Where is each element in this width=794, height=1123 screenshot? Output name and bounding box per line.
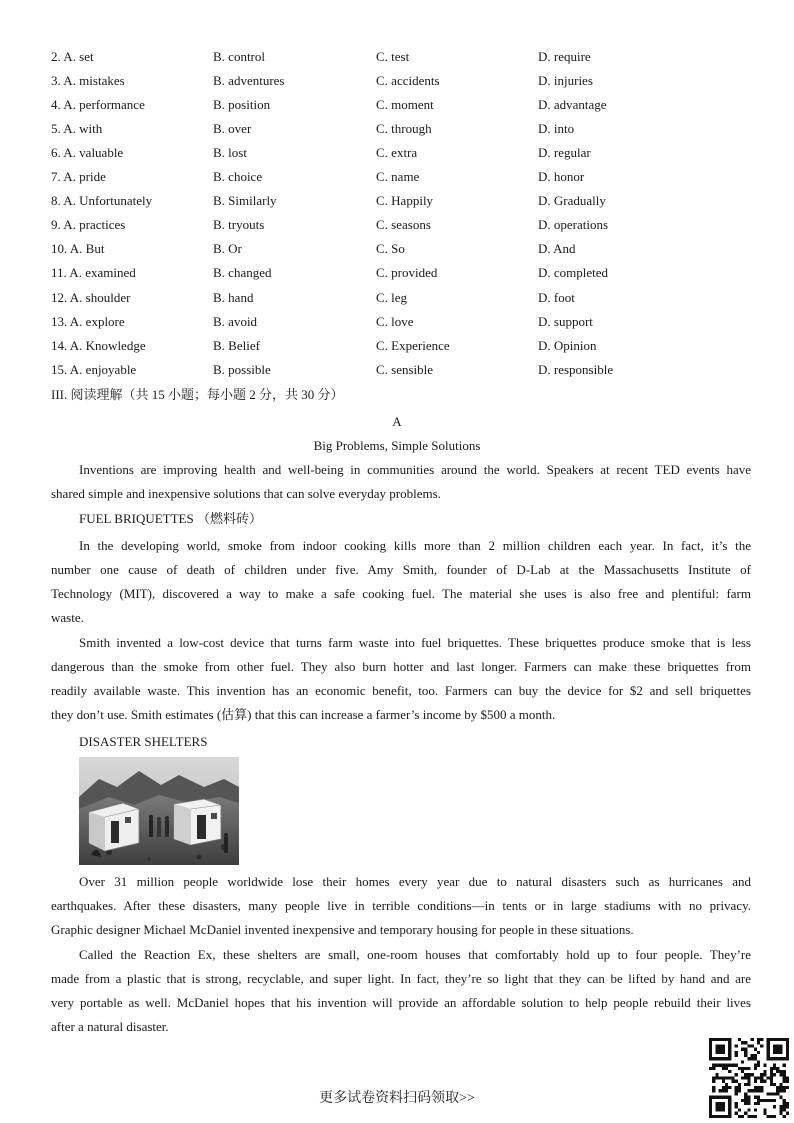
option-row — [0, 46, 794, 68]
option-row — [0, 166, 794, 188]
option-d: D. responsible — [538, 362, 614, 377]
option-c: C. So — [376, 241, 405, 256]
option-c: C. Experience — [376, 338, 450, 353]
disaster-p1-line: Over 31 million people worldwide lose their homes every year due to natural disasters such as hurricanes and — [79, 874, 751, 889]
fuel-p2-line: they don’t use. Smith estimates (估算) that this can increase a farmer’s income by $500 a month. — [51, 707, 556, 722]
option-a: 13. A. explore — [51, 314, 125, 329]
option-row — [0, 94, 794, 116]
option-b: B. changed — [213, 265, 272, 280]
option-d: D. support — [538, 314, 593, 329]
option-c: C. extra — [376, 145, 418, 160]
disaster-p1-line: earthquakes. After these disasters, many people live in terrible conditions—in tents or in large stadiums with no privacy. — [51, 898, 751, 913]
qr-code[interactable] — [709, 1038, 789, 1118]
option-row — [0, 70, 794, 92]
option-row — [0, 190, 794, 212]
fuel-p2-line: readily available waste. This invention has an economic benefit, too. Farmers can buy the device for $2 and sell briquettes — [51, 683, 751, 698]
option-row — [0, 335, 794, 357]
option-d: D. And — [538, 241, 576, 256]
option-row — [0, 118, 794, 140]
option-b: B. position — [213, 97, 271, 112]
option-row — [0, 214, 794, 236]
option-b: B. possible — [213, 362, 271, 377]
option-a: 5. A. with — [51, 121, 103, 136]
shelter-photo — [79, 757, 239, 865]
fuel-heading: FUEL BRIQUETTES （燃料砖） — [79, 511, 262, 526]
option-b: B. Or — [213, 241, 242, 256]
option-b: B. hand — [213, 290, 254, 305]
footer-text: 更多试卷资料扫码领取>> — [319, 1091, 475, 1106]
fuel-p2-line: Smith invented a low-cost device that turns farm waste into fuel briquettes. These briquettes produce smoke that is less — [79, 635, 751, 650]
option-c: C. seasons — [376, 217, 431, 232]
option-b: B. over — [213, 121, 252, 136]
option-b: B. avoid — [213, 314, 258, 329]
option-c: C. moment — [376, 97, 434, 112]
option-d: D. completed — [538, 265, 609, 280]
option-row — [0, 238, 794, 260]
option-a: 6. A. valuable — [51, 145, 124, 160]
option-a: 7. A. pride — [51, 169, 106, 184]
option-b: B. control — [213, 49, 265, 64]
disaster-p2-line: Called the Reaction Ex, these shelters are small, one-room houses that comfortably hold up to four people. They’re — [79, 947, 751, 962]
option-d: D. Gradually — [538, 193, 606, 208]
option-d: D. operations — [538, 217, 609, 232]
option-row — [0, 262, 794, 284]
option-a: 12. A. shoulder — [51, 290, 131, 305]
option-c: C. through — [376, 121, 432, 136]
fuel-p1-line: number one cause of death of children under five. Amy Smith, founder of D-Lab at the Massachusetts Institute of — [51, 562, 751, 577]
option-b: B. adventures — [213, 73, 285, 88]
disaster-p1-line: Graphic designer Michael McDaniel invented inexpensive and temporary housing for people in these situations. — [51, 922, 634, 937]
option-c: C. love — [376, 314, 414, 329]
passage-letter: A — [392, 414, 402, 429]
disaster-p2-line: made from a plastic that is strong, recyclable, and super light. In fact, they’re so light that they can be lifted by hand and are — [51, 971, 751, 986]
option-d: D. Opinion — [538, 338, 597, 353]
option-d: D. into — [538, 121, 575, 136]
option-c: C. accidents — [376, 73, 440, 88]
option-a: 2. A. set — [51, 49, 94, 64]
passage-title: Big Problems, Simple Solutions — [313, 438, 481, 453]
option-c: C. test — [376, 49, 410, 64]
option-a: 11. A. examined — [51, 265, 136, 280]
option-b: B. lost — [213, 145, 247, 160]
option-c: C. sensible — [376, 362, 434, 377]
option-b: B. choice — [213, 169, 263, 184]
option-row — [0, 359, 794, 381]
option-a: 3. A. mistakes — [51, 73, 125, 88]
option-c: C. leg — [376, 290, 408, 305]
intro-line: Inventions are improving health and well-being in communities around the world. Speakers at recent TED events have — [79, 462, 751, 477]
option-a: 14. A. Knowledge — [51, 338, 146, 353]
option-row — [0, 311, 794, 333]
disaster-heading: DISASTER SHELTERS — [79, 734, 208, 749]
section-heading: III. 阅读理解（共 15 小题；每小题 2 分，共 30 分） — [51, 387, 344, 402]
option-a: 8. A. Unfortunately — [51, 193, 153, 208]
option-d: D. advantage — [538, 97, 607, 112]
option-b: B. tryouts — [213, 217, 265, 232]
fuel-p1-line: waste. — [51, 610, 84, 625]
option-a: 10. A. But — [51, 241, 105, 256]
disaster-p2-line: after a natural disaster. — [51, 1019, 169, 1034]
option-d: D. regular — [538, 145, 591, 160]
option-c: C. name — [376, 169, 420, 184]
option-a: 15. A. enjoyable — [51, 362, 137, 377]
option-row — [0, 142, 794, 164]
fuel-p1-line: In the developing world, smoke from indoor cooking kills more than 2 million children each year. In fact, it’s the — [79, 538, 751, 553]
option-d: D. injuries — [538, 73, 593, 88]
option-a: 9. A. practices — [51, 217, 126, 232]
option-a: 4. A. performance — [51, 97, 145, 112]
option-row — [0, 287, 794, 309]
option-c: C. provided — [376, 265, 438, 280]
option-b: B. Similarly — [213, 193, 277, 208]
disaster-p2-line: very portable as well. McDaniel hopes that his invention will provide an affordable solution to help people rebuild their lives — [51, 995, 751, 1010]
option-d: D. foot — [538, 290, 575, 305]
fuel-p2-line: dangerous than the smoke from other fuel. They also burn hotter and last longer. Farmers can make these briquettes from — [51, 659, 751, 674]
option-d: D. require — [538, 49, 591, 64]
option-c: C. Happily — [376, 193, 434, 208]
fuel-p1-line: Technology (MIT), discovered a way to make a safe cooking fuel. The material she uses is also free and plentiful: farm — [51, 586, 751, 601]
option-b: B. Belief — [213, 338, 260, 353]
intro-line: shared simple and inexpensive solutions that can solve everyday problems. — [51, 486, 441, 501]
option-d: D. honor — [538, 169, 585, 184]
